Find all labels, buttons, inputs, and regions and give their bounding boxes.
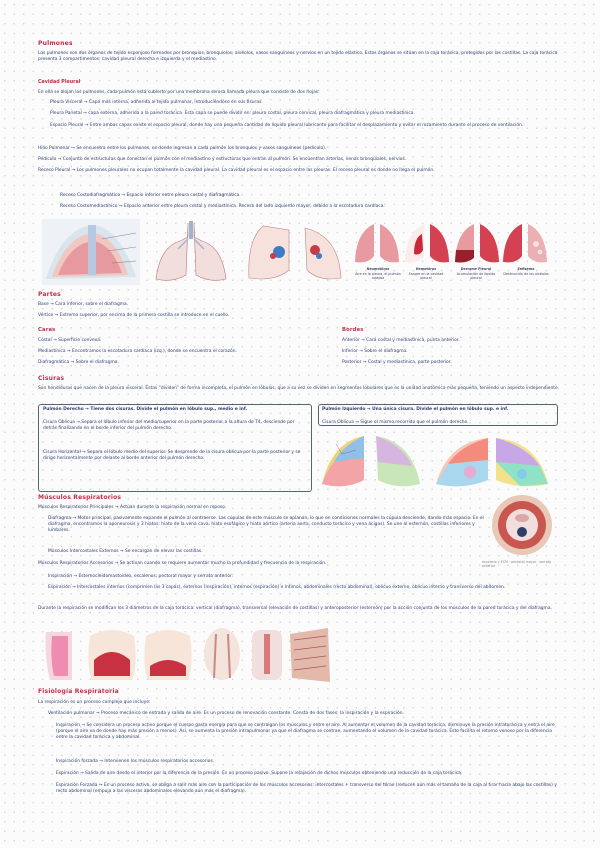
lung-lobes-colored-illustration bbox=[316, 432, 426, 490]
espiracion-forzada: Espiración Forzada → Es un proceso activo, se obliga a salir más aire con la participación de los músculos accesorios: intercostales + transverso del tórax (reducen aún más el tamaño de la caja al tirar hacia abajo las costillas) y recto abdominal (empuja a las vísceras abdominales elevando aún más el diafragma). bbox=[56, 783, 557, 795]
pathology-desc-neumotorax: Aire en la pleura, el pulmón colapsa bbox=[355, 272, 401, 280]
pulmon-izquierdo-title: Pulmón Izquierdo → Una única cisura. Divide el pulmón en lóbulo sup. e inf. bbox=[322, 407, 509, 412]
partes-vertice: Vértice → Extremo superior, por encima de la primera costilla se introduce en el cuello. bbox=[38, 313, 230, 318]
cisura-oblicua-izquierda: Cisura Oblicua → Sigue el mismo recorrido que el pulmón derecho. bbox=[322, 420, 469, 425]
espiracion: Espiración → Salida de aire desde el interior por la diferencia de la presión. Es un proceso pasivo. Supone la relajación de dichos músculos obteniendo una reducción de la caja torácica. bbox=[56, 771, 463, 776]
cisura-horizontal: Cisura Horizontal → Separa el lóbulo medio del superior. Se desprende de la cisura oblicua por la parte posterior y se dirige horizontalmente por delante al borde anterior del pulmón derecho. bbox=[43, 450, 301, 462]
receso-pleural: Receso Pleural → Los pulmones pleurales no ocupan totalmente la cavidad pleural. La cavidad pleural es el espacio entre las pleuras. El receso pleural es donde no llega el pulmón. bbox=[38, 168, 435, 173]
diaphragm-illustration bbox=[486, 494, 558, 556]
lungs-pathology-enfisema bbox=[500, 220, 550, 266]
partes-base: Base → Cara inferior, sobre el diafragma. bbox=[38, 302, 129, 307]
musculos-dilatacion: Durante la respiración se modifican los 3 diámetros de la caja torácica: vertical (diafragma), transversal (elevación de costillas) y anteroposterior (esternón) por la acción conjunta de los músculos de la pared torácica y del diafragma. bbox=[38, 606, 552, 611]
lung-hilum-illustration bbox=[245, 220, 345, 284]
musculo-diafragma: Diafragma → Motor principal, pasivamente expande el pulmón al contraerse. Las cúpulas de este músculo se aplanan, lo que en condiciones normales la cúpula desciende, dando más espacio. En el diafragma, encontramos la aponeurosis y 3 hiatos: hiato de la vena cava, hiato esofágico y hiato aórtico (arteria aorta, conducto torácico y vena ácigos). Se une al esternón, costillas inferiores y lumbares. bbox=[48, 516, 484, 534]
lungs-pathology-neumotorax bbox=[402, 220, 452, 266]
pediculo: Pedículo → Conjunto de estructuras que conectan el pulmón con el mediastino y estructuras que entran al pulmón. Se encuentran arterias, venas bronquiales, nervios. bbox=[38, 157, 407, 162]
pathology-desc-enfisema: Destrucción de los alvéolos bbox=[503, 272, 549, 276]
receso-costomediastinico: Receso Costomediastínico → Espacio anterior entre pleura costal y mediastínica. Receso del lado izquierdo mayor, debido a la escotadura cardíaca. bbox=[60, 204, 385, 209]
hilio-pulmonar: Hilio Pulmonar → Se encuentra entre los pulmones, es donde ingresan a cada pulmón los bronquios y vasos sanguíneos (pedículo). bbox=[38, 146, 327, 151]
pathology-label-neumotorax: Neumotórax bbox=[366, 267, 390, 271]
pathology-desc-hemotorax: Sangre en la cavidad pleural bbox=[408, 272, 444, 280]
title-cisuras: Cisuras bbox=[38, 375, 65, 382]
pulmones-intro: Los pulmones son dos órganos de tejido esponjoso formados por bronquios, bronquiolos, alvéolos, vasos sanguíneos y nervios en un tejido elástico. Estos órganos se sitúan en la caja torácica, protegidos por las costillas. La caja torácica presenta 3 compartimentos: cavidad pleural derecha e izquierda y el mediastino. bbox=[38, 51, 558, 63]
pulmon-derecho-title: Pulmón Derecho → Tiene dos cisuras. Divide el pulmón en lóbulo sup., medio e inf. bbox=[43, 407, 248, 412]
title-partes: Partes bbox=[38, 291, 61, 298]
ventilacion-pulmonar: Ventilación pulmonar → Proceso mecánico de entrada y salida de aire. Es un proceso de renovación constante. Consta de dos fases: la inspiración y la espiración. bbox=[48, 711, 404, 716]
title-caras: Caras bbox=[38, 327, 56, 333]
title-pulmones: Pulmones bbox=[38, 40, 73, 47]
respiratory-muscles-illustrations bbox=[42, 626, 332, 684]
pathology-label-enfisema: Enfisema bbox=[517, 267, 535, 271]
lungs-anterior-illustration bbox=[150, 219, 232, 285]
musculos-accesorios: Músculos Respiratorios Accesorios → Se activan cuando se requiere aumentar mucho la profundidad y frecuencia de la respiración. bbox=[38, 561, 327, 566]
caras-costal: Costal → Superficie convexa. bbox=[38, 338, 102, 343]
bordes-anterior: Anterior → Cara costal y mediastínica, punta anterior. bbox=[342, 338, 460, 343]
pathology-label-hemotorax: Hemotórax bbox=[415, 267, 437, 271]
title-fisiologia: Fisiología Respiratoria bbox=[38, 688, 119, 695]
musculos-intercostales: Músculos Intercostales Externos → Se encargan de elevar las costillas. bbox=[48, 549, 203, 554]
lungs-pathology-hemotorax bbox=[452, 220, 502, 266]
inspiracion: Inspiración → Se considera un proceso activo porque el cuerpo gasta energía para que se contraigan los músculos y entre el aire. Al aumentar el volumen de la cavidad torácica, disminuye la presión intratorácica y entra el aire (porque el aire va de donde hay más presión a menos). Así, se aumenta la presión intrapulmonar ya que el diafragma se contrae, aumentando el volumen de la cavidad torácica. Esto facilita el retorno venoso por la diferencia entre la cavidad torácica y abdominal. bbox=[56, 723, 555, 741]
title-bordes: Bordes bbox=[342, 327, 364, 333]
cavidad-intro: En ella se alojan los pulmones, cada pulmón está cubierto por una membrana serosa llamada pleura que consiste de dos hojas: bbox=[38, 90, 320, 95]
musculos-nota: escaleno y ECM · pectoral mayor · serrato anterior bbox=[482, 560, 552, 568]
pathology-label-derrame: Derrame Pleural bbox=[460, 267, 492, 271]
pleura-visceral: Pleura Visceral → Capa más interna, adherida al tejido pulmonar, introduciéndose en sus fisuras. bbox=[50, 100, 263, 105]
pleura-layers-illustration bbox=[42, 219, 140, 285]
cisura-oblicua-derecha: Cisura Oblicua → Separa el lóbulo inferior del medio/superior en la parte posterior a la altura de T4, desciende por detrás finalizando en el borde inferior del pulmón derecho. bbox=[43, 420, 295, 432]
lung-segments-illustration bbox=[430, 432, 554, 490]
pathology-desc-derrame: Acumulación de líquido pleural bbox=[456, 272, 496, 280]
fisiologia-intro: La respiración es un proceso complejo que incluye: bbox=[38, 700, 151, 705]
lungs-pathology-normal bbox=[352, 220, 402, 266]
title-cavidad-pleural: Cavidad Pleural bbox=[38, 80, 81, 85]
musculos-principales: Músculos Respiratorios Principales → Actúan durante la respiración normal en reposo. bbox=[38, 505, 227, 510]
espacio-pleural: Espacio Pleural → Entre ambas capas existe el espacio pleural, donde hay una pequeña cantidad de líquido pleural lubricante para facilitar el desplazamiento y evitar el rozamiento durante el proceso de ventilación. bbox=[50, 123, 524, 128]
title-musculos: Músculos Respiratorios bbox=[38, 494, 122, 501]
caras-mediastinica: Mediastínica → Encontramos la escotadura cardíaca (izq.), donde se encuentra el corazón. bbox=[38, 349, 237, 354]
receso-costodiafragmatico: Receso Costodiafragmático → Espacio inferior entre pleura costal y diafragmática. bbox=[60, 193, 241, 198]
bordes-posterior: Posterior → Costal y mediastínica, parte posterior. bbox=[342, 360, 452, 365]
musculos-espiracion: Espiración → Intercostales internos (comprimen las 3 capas), externos (inspiración), internos (espiración) e íntimos, abdominales (recto abdominal), oblicuo externo, oblicuo interno y transverso del abdomen. bbox=[48, 585, 506, 590]
cisuras-intro: Son hendiduras que nacen de la pleura visceral. Estas “dividen” de forma incompleta, el pulmón en lóbulos, que a su vez se dividen en segmentos lobulares que es la unidad anatómica más pequeña, teniendo un aspecto independiente. bbox=[38, 386, 560, 391]
box-pulmon-derecho bbox=[38, 404, 312, 492]
musculos-inspiracion: Inspiración → Esternocleidomastoideo, escalenos, pectoral mayor y serrato anterior. bbox=[48, 574, 233, 579]
pleura-parietal: Pleura Parietal → capa externa, adherida a la pared torácica. Esta capa se puede dividir en: pleura costal, pleura cervical, pleura diafragmática y pleura mediastínica. bbox=[50, 111, 415, 116]
bordes-inferior: Inferior → Sobre el diafragma. bbox=[342, 349, 408, 354]
inspiracion-forzada: Inspiración forzada → Intervienen los músculos respiratorios accesorios. bbox=[56, 759, 215, 764]
caras-diafragmatica: Diafragmática → Sobre el diafragma. bbox=[38, 360, 119, 365]
